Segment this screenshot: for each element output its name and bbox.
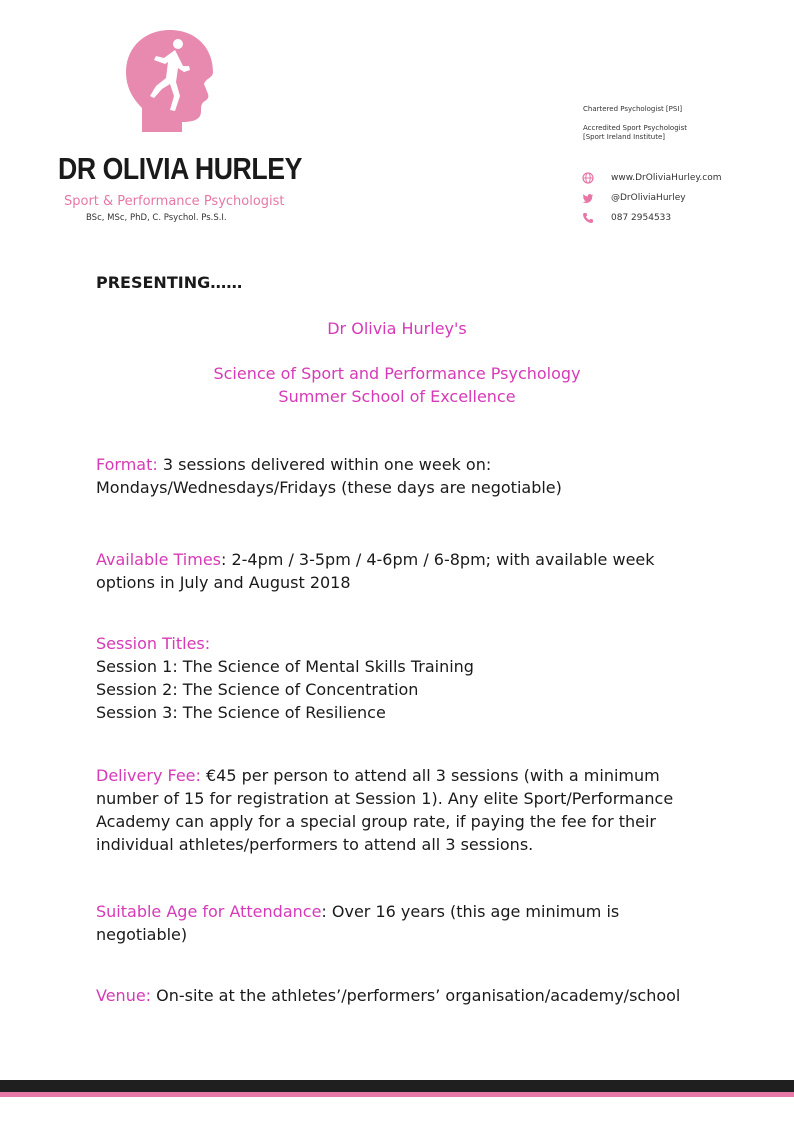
credential-accredited: Accredited Sport Psychologist bbox=[583, 124, 687, 132]
venue-text: On-site at the athletes’/performers’ organisation/academy/school bbox=[151, 986, 681, 1005]
phone-number[interactable]: 087 2954533 bbox=[611, 213, 672, 223]
sessions-label: Session Titles: bbox=[96, 634, 211, 653]
contact-website[interactable] bbox=[582, 171, 722, 185]
age-text: : Over 16 years (this age minimum is bbox=[321, 902, 620, 921]
contact-phone[interactable] bbox=[582, 211, 671, 225]
fee-line3: Academy can apply for a special group rate, if paying the fee for their bbox=[96, 812, 657, 831]
format-label: Format: bbox=[96, 455, 158, 474]
venue-label: Venue: bbox=[96, 986, 152, 1005]
session-item-3: Session 3: The Science of Resilience bbox=[96, 703, 386, 722]
format-line1 bbox=[96, 453, 491, 476]
format-text: 3 sessions delivered within one week on: bbox=[157, 455, 492, 474]
title-program: Science of Sport and Performance Psychology bbox=[213, 364, 581, 383]
fee-text: €45 per person to attend all 3 sessions (with a minimum bbox=[200, 766, 660, 785]
times-text: : 2-4pm / 3-5pm / 4-6pm / 6-8pm; with available week bbox=[221, 550, 655, 569]
brand-tagline: Sport & Performance Psychologist bbox=[64, 194, 285, 209]
age-line1 bbox=[96, 900, 619, 923]
twitter-handle[interactable]: @DrOliviaHurley bbox=[611, 193, 686, 203]
brand-qualifications: BSc, MSc, PhD, C. Psychol. Ps.S.I. bbox=[86, 213, 227, 223]
presenting-heading: PRESENTING…… bbox=[96, 273, 243, 292]
fee-line4: individual athletes/performers to attend all 3 sessions. bbox=[96, 835, 534, 854]
session-item-1: Session 1: The Science of Mental Skills Training bbox=[96, 657, 474, 676]
format-line2: Mondays/Wednesdays/Fridays (these days are negotiable) bbox=[96, 478, 562, 497]
logo-head-runner-icon bbox=[120, 26, 220, 136]
fee-line2: number of 15 for registration at Session 1). Any elite Sport/Performance bbox=[96, 789, 674, 808]
times-label: Available Times bbox=[96, 550, 221, 569]
twitter-icon bbox=[582, 192, 594, 204]
footer-bar-dark bbox=[0, 1080, 794, 1092]
times-line1 bbox=[96, 548, 655, 571]
website-link[interactable]: www.DrOliviaHurley.com bbox=[611, 173, 722, 183]
title-presenter: Dr Olivia Hurley's bbox=[327, 319, 467, 338]
credential-institute: [Sport Ireland Institute] bbox=[583, 133, 665, 141]
phone-icon bbox=[582, 212, 594, 224]
fee-label: Delivery Fee: bbox=[96, 766, 201, 785]
age-line2: negotiable) bbox=[96, 925, 188, 944]
age-label: Suitable Age for Attendance bbox=[96, 902, 322, 921]
fee-line1 bbox=[96, 764, 660, 787]
brand-name: DR OLIVIA HURLEY bbox=[58, 151, 302, 186]
session-item-2: Session 2: The Science of Concentration bbox=[96, 680, 419, 699]
title-school: Summer School of Excellence bbox=[278, 387, 516, 406]
credential-chartered: Chartered Psychologist [PSI] bbox=[583, 105, 683, 113]
contact-twitter[interactable] bbox=[582, 191, 686, 205]
globe-icon bbox=[582, 172, 594, 184]
footer-bar-pink bbox=[0, 1092, 794, 1097]
venue-line bbox=[96, 984, 680, 1007]
times-line2: options in July and August 2018 bbox=[96, 573, 351, 592]
